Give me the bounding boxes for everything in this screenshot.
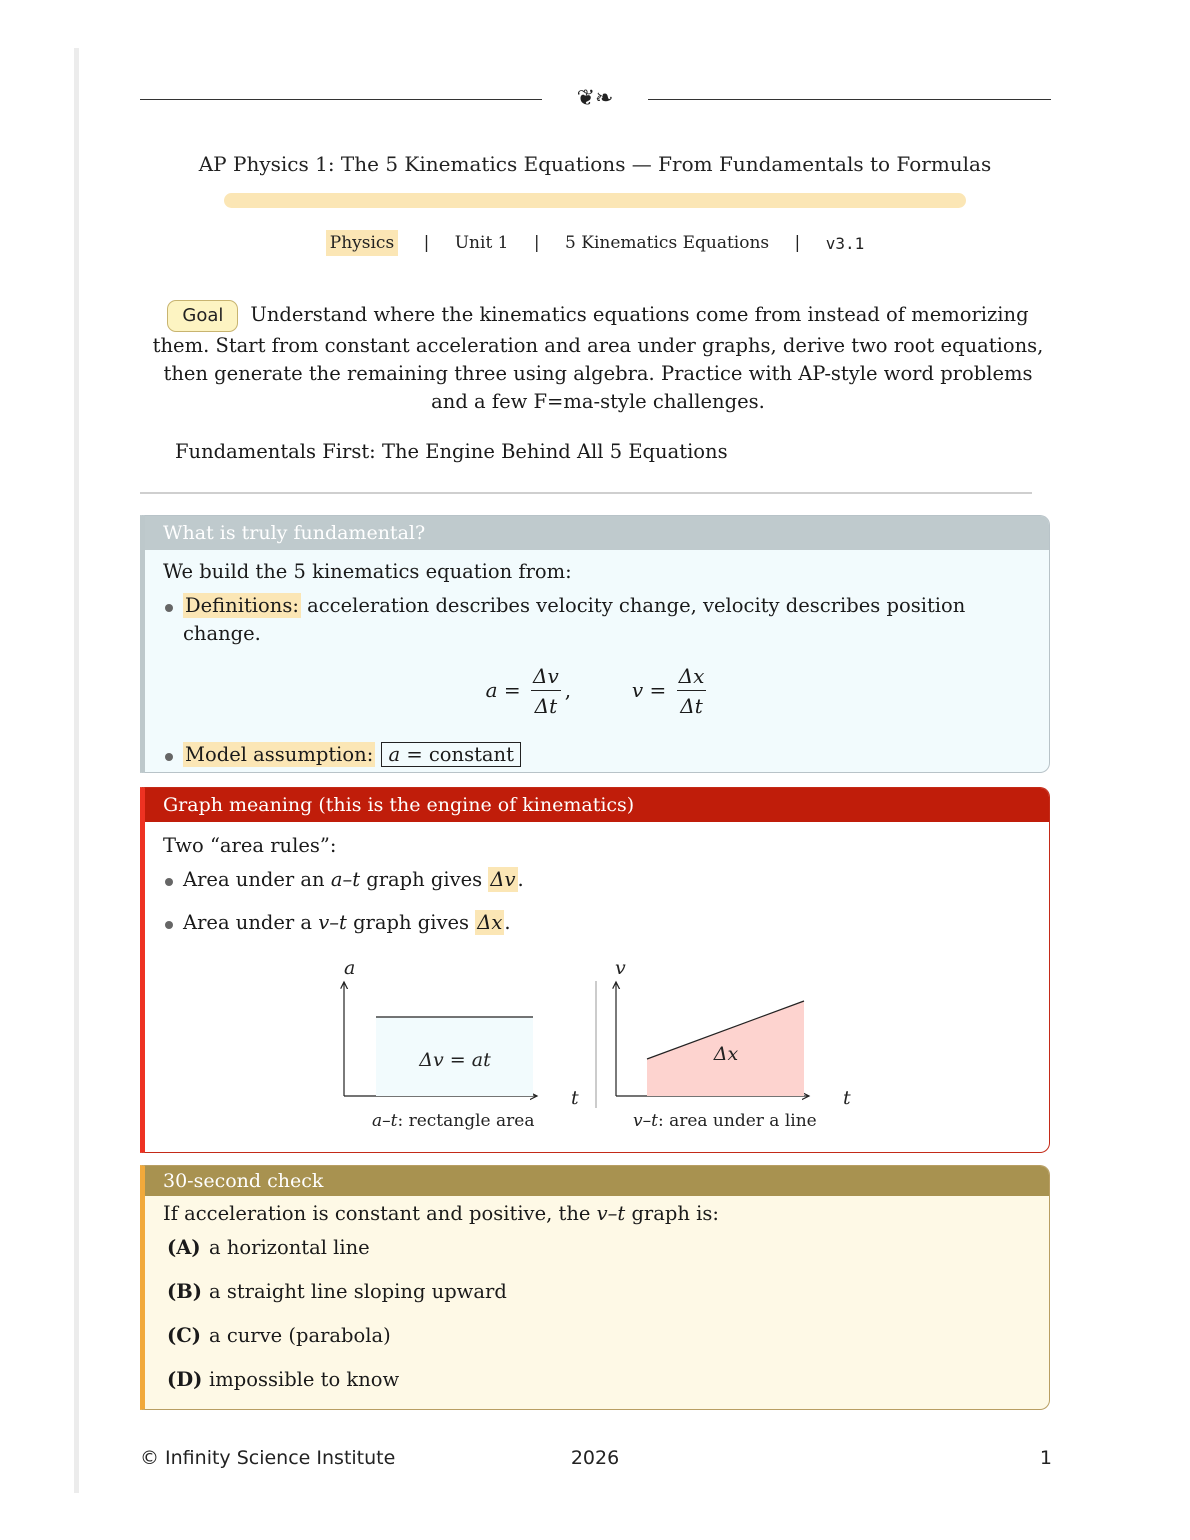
model-assumption-var: a xyxy=(388,743,401,766)
meta-separator: | xyxy=(794,233,801,253)
model-assumption-bullet xyxy=(163,741,1033,769)
footer-year: 2026 xyxy=(570,1447,620,1469)
formula-a-fraction xyxy=(531,662,561,721)
vt-graph-x-label: t xyxy=(843,1087,851,1109)
graph-box-title: Graph meaning (this is the engine of kinematics) xyxy=(145,788,1049,822)
formula-v-lhs: v = xyxy=(631,678,667,702)
meta-row xyxy=(140,230,1050,256)
area-rule-1-end: . xyxy=(517,868,524,891)
fundamental-box xyxy=(140,515,1050,773)
at-graph-caption-var: a–t xyxy=(372,1111,398,1131)
graph-intro: Two “area rules”: xyxy=(163,834,337,857)
formula-a-numerator: Δv xyxy=(531,662,561,691)
at-graph-caption-text: : rectangle area xyxy=(397,1111,535,1131)
choice-text: a horizontal line xyxy=(209,1236,370,1259)
at-graph-area-label: Δv = at xyxy=(419,1049,491,1071)
graph-box xyxy=(140,787,1050,1153)
at-graph-y-label: a xyxy=(344,957,356,979)
section-divider xyxy=(140,492,1032,494)
formula-v-numerator: Δx xyxy=(677,662,707,691)
footer-page-number: 1 xyxy=(1039,1447,1052,1469)
choice-letter: (D) xyxy=(167,1368,203,1391)
area-rule-1-mid: graph gives xyxy=(360,868,489,891)
area-rule-1-result: Δv xyxy=(490,868,516,891)
goal-text: Understand where the kinematics equations come from instead of memorizing them. Start from constant acceleration and area under graphs, derive two root equations, then generate the remaining three using algebra. Practice with AP-style word problems and a few F=ma-style challenges. xyxy=(152,303,1044,413)
choice-text: impossible to know xyxy=(209,1368,400,1391)
meta-version: v3.1 xyxy=(825,233,865,253)
meta-separator: | xyxy=(423,233,430,253)
model-assumption-label: Model assumption: xyxy=(185,743,374,766)
check-question-var: v–t xyxy=(596,1202,626,1225)
choice-a[interactable] xyxy=(167,1234,1033,1262)
model-assumption-formula xyxy=(381,742,520,767)
at-graph-caption xyxy=(372,1111,534,1131)
check-question xyxy=(163,1200,1033,1228)
at-graph-x-label: t xyxy=(571,1087,579,1109)
vt-graph-caption-var: v–t xyxy=(633,1111,658,1131)
area-rule-2-result: Δx xyxy=(477,911,503,934)
vt-graph-caption-text: : area under a line xyxy=(657,1111,817,1131)
choice-letter: (C) xyxy=(167,1324,201,1347)
check-question-pre: If acceleration is constant and positive, the xyxy=(163,1202,597,1225)
choice-text: a straight line sloping upward xyxy=(209,1280,507,1303)
area-rule-2-end: . xyxy=(504,911,511,934)
ornament-line-right xyxy=(648,99,1051,100)
ornament-line-left xyxy=(140,99,542,100)
definition-formulas: a = $\frac{\Delta v}{\Delta t}$ , v = $\frac{\Delta x}{\Delta t}$ xyxy=(163,662,1033,721)
meta-unit: Unit 1 xyxy=(454,233,509,253)
formula-v-denominator: Δt xyxy=(680,694,703,718)
section-heading: Fundamentals First: The Engine Behind All 5 Equations xyxy=(175,440,728,463)
area-rule-1-graph: a–t xyxy=(330,868,361,891)
formula-a-lhs: a = xyxy=(485,678,521,702)
page-margin-rule xyxy=(74,48,79,1493)
check-box xyxy=(140,1165,1050,1410)
vt-graph-area-label: Δx xyxy=(713,1043,739,1065)
choice-b[interactable] xyxy=(167,1278,1033,1306)
model-assumption-rest: = constant xyxy=(400,743,514,766)
area-rule-2-mid: graph gives xyxy=(346,911,476,934)
meta-separator: | xyxy=(533,233,540,253)
fundamental-box-title: What is truly fundamental? xyxy=(145,516,1049,550)
check-box-body xyxy=(145,1196,1049,1394)
check-question-post: graph is: xyxy=(625,1202,719,1225)
goal-paragraph xyxy=(148,300,1048,416)
document-title: AP Physics 1: The 5 Kinematics Equations — From Fundamentals to Formulas xyxy=(198,152,992,176)
fundamental-intro: We build the 5 kinematics equation from: xyxy=(163,560,572,583)
choice-c[interactable] xyxy=(167,1322,1033,1350)
choice-d[interactable] xyxy=(167,1366,1033,1394)
vt-graph-caption xyxy=(633,1111,817,1131)
formula-v-fraction xyxy=(677,662,707,721)
definitions-text: acceleration describes velocity change, velocity describes position change. xyxy=(183,594,966,645)
fleuron-ornament-icon: ❦❧ xyxy=(576,86,614,111)
area-graphs-diagram xyxy=(145,788,1050,1153)
title-underline-bar xyxy=(224,193,966,208)
goal-badge: Goal xyxy=(167,300,238,332)
formula-a-denominator: Δt xyxy=(534,694,558,718)
meta-subject: Physics xyxy=(326,230,398,256)
footer-copyright: © Infinity Science Institute xyxy=(140,1447,396,1469)
vt-graph-y-label: v xyxy=(615,957,626,979)
area-rule-2-text: Area under a xyxy=(183,911,319,934)
check-box-title: 30-second check xyxy=(145,1166,1049,1196)
choice-letter: (B) xyxy=(167,1280,202,1303)
choice-letter: (A) xyxy=(167,1236,201,1259)
definitions-bullet xyxy=(163,592,1033,648)
meta-topic: 5 Kinematics Equations xyxy=(565,233,770,253)
definitions-label: Definitions: xyxy=(185,594,299,617)
area-rule-2-graph: v–t xyxy=(318,911,347,934)
area-rule-1-text: Area under an xyxy=(183,868,331,891)
choice-text: a curve (parabola) xyxy=(209,1324,391,1347)
fundamental-box-body xyxy=(145,550,1049,769)
